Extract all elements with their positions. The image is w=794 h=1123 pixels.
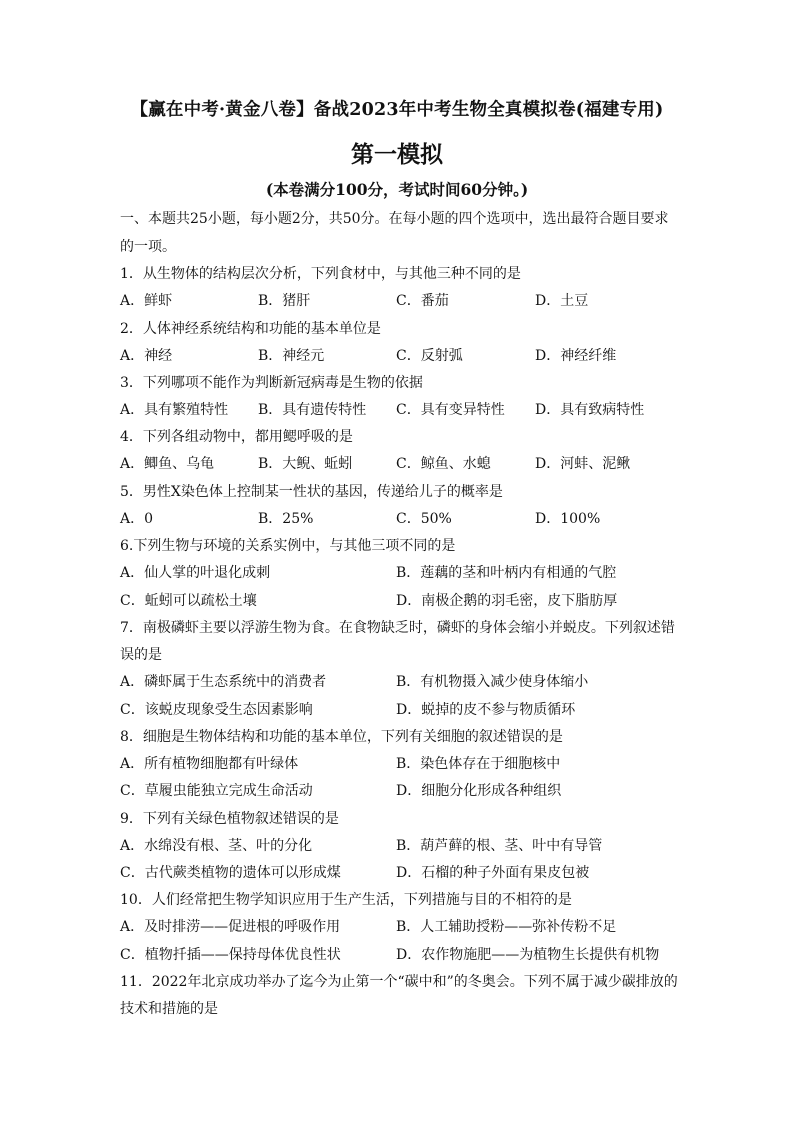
question-8-option-b: B．染色体存在于细胞核中 bbox=[396, 756, 561, 772]
question-8-option-c: C．草履虫能独立完成生命活动 bbox=[120, 783, 313, 799]
question-2-option-d: D．神经纤维 bbox=[535, 348, 617, 364]
question-7-stem-cont: 误的是 bbox=[120, 647, 162, 663]
question-10-option-a: A．及时排涝——促进根的呼吸作用 bbox=[120, 919, 341, 935]
question-7-option-b: B．有机物摄入减少使身体缩小 bbox=[396, 674, 589, 690]
question-10-option-d: D．农作物施肥——为植物生长提供有机物 bbox=[396, 947, 660, 963]
question-4-option-c: C．鲸鱼、水螅 bbox=[396, 456, 491, 472]
question-10-stem: 10．人们经常把生物学知识应用于生产生活，下列措施与目的不相符的是 bbox=[120, 892, 572, 908]
question-9-option-d: D．石榴的种子外面有果皮包被 bbox=[396, 865, 590, 881]
question-9-option-a: A．水绵没有根、茎、叶的分化 bbox=[120, 838, 313, 854]
question-1-option-a: A．鲜虾 bbox=[120, 293, 173, 309]
question-8-option-d: D．细胞分化形成各种组织 bbox=[396, 783, 562, 799]
section-intro-line1: 一、本题共25小题，每小题2分，共50分。在每小题的四个选项中，选出最符合题目要求 bbox=[120, 211, 669, 227]
question-9-stem: 9．下列有关绿色植物叙述错误的是 bbox=[120, 811, 339, 827]
question-10-option-c: C．植物扦插——保持母体优良性状 bbox=[120, 947, 341, 963]
question-8-stem: 8．细胞是生物体结构和功能的基本单位，下列有关细胞的叙述错误的是 bbox=[120, 729, 563, 745]
question-11-stem-cont: 技术和措施的是 bbox=[120, 1001, 218, 1017]
question-8-option-a: A．所有植物细胞都有叶绿体 bbox=[120, 756, 299, 772]
question-6-option-d: D．南极企鹅的羽毛密，皮下脂肪厚 bbox=[396, 593, 618, 609]
question-2-option-b: B．神经元 bbox=[258, 348, 325, 364]
question-5-option-a: A．0 bbox=[120, 511, 154, 527]
question-11-stem: 11．2022年北京成功举办了迄今为止第一个“碳中和”的冬奥会。下列不属于减少碳排放的 bbox=[120, 974, 678, 990]
question-4-stem: 4．下列各组动物中，都用鳃呼吸的是 bbox=[120, 429, 353, 445]
question-5-option-b: B．25% bbox=[258, 511, 314, 527]
section-intro-line2: 的一项。 bbox=[120, 239, 176, 255]
question-10-option-b: B．人工辅助授粉——弥补传粉不足 bbox=[396, 919, 617, 935]
question-3-option-a: A．具有繁殖特性 bbox=[120, 402, 229, 418]
question-9-option-c: C．古代蕨类植物的遗体可以形成煤 bbox=[120, 865, 341, 881]
question-7-stem: 7．南极磷虾主要以浮游生物为食。在食物缺乏时，磷虾的身体会缩小并蜕皮。下列叙述错 bbox=[120, 620, 675, 636]
question-5-option-d: D．100% bbox=[535, 511, 601, 527]
question-7-option-d: D．蜕掉的皮不参与物质循环 bbox=[396, 702, 576, 718]
question-7-option-a: A．磷虾属于生态系统中的消费者 bbox=[120, 674, 327, 690]
question-3-option-d: D．具有致病特性 bbox=[535, 402, 645, 418]
exam-subtitle: 第一模拟 bbox=[351, 141, 443, 168]
question-3-stem: 3．下列哪项不能作为判断新冠病毒是生物的依据 bbox=[120, 375, 423, 391]
question-9-option-b: B．葫芦藓的根、茎、叶中有导管 bbox=[396, 838, 603, 854]
question-6-stem: 6.下列生物与环境的关系实例中，与其他三项不同的是 bbox=[120, 538, 456, 554]
question-6-option-b: B．莲藕的茎和叶柄内有相通的气腔 bbox=[396, 565, 617, 581]
question-1-stem: 1．从生物体的结构层次分析，下列食材中，与其他三种不同的是 bbox=[120, 266, 521, 282]
question-2-option-a: A．神经 bbox=[120, 348, 173, 364]
question-2-option-c: C．反射弧 bbox=[396, 348, 463, 364]
question-4-option-a: A．鲫鱼、乌龟 bbox=[120, 456, 215, 472]
question-7-option-c: C．该蜕皮现象受生态因素影响 bbox=[120, 702, 313, 718]
exam-note: (本卷满分100分，考试时间60分钟。) bbox=[265, 180, 529, 199]
question-1-option-d: D．土豆 bbox=[535, 293, 589, 309]
question-4-option-b: B．大鲵、蚯蚓 bbox=[258, 456, 353, 472]
question-3-option-b: B．具有遗传特性 bbox=[258, 402, 367, 418]
question-3-option-c: C．具有变异特性 bbox=[396, 402, 505, 418]
exam-title: 【赢在中考·黄金八卷】备战2023年中考生物全真模拟卷(福建专用) bbox=[130, 100, 664, 120]
question-2-stem: 2．人体神经系统结构和功能的基本单位是 bbox=[120, 321, 381, 337]
question-6-option-a: A．仙人掌的叶退化成刺 bbox=[120, 565, 271, 581]
question-5-stem: 5．男性X染色体上控制某一性状的基因，传递给儿子的概率是 bbox=[120, 484, 503, 500]
question-5-option-c: C．50% bbox=[396, 511, 452, 527]
question-4-option-d: D．河蚌、泥鳅 bbox=[535, 456, 631, 472]
question-1-option-c: C．番茄 bbox=[396, 293, 449, 309]
question-6-option-c: C．蚯蚓可以疏松土壤 bbox=[120, 593, 257, 609]
question-1-option-b: B．猪肝 bbox=[258, 293, 311, 309]
